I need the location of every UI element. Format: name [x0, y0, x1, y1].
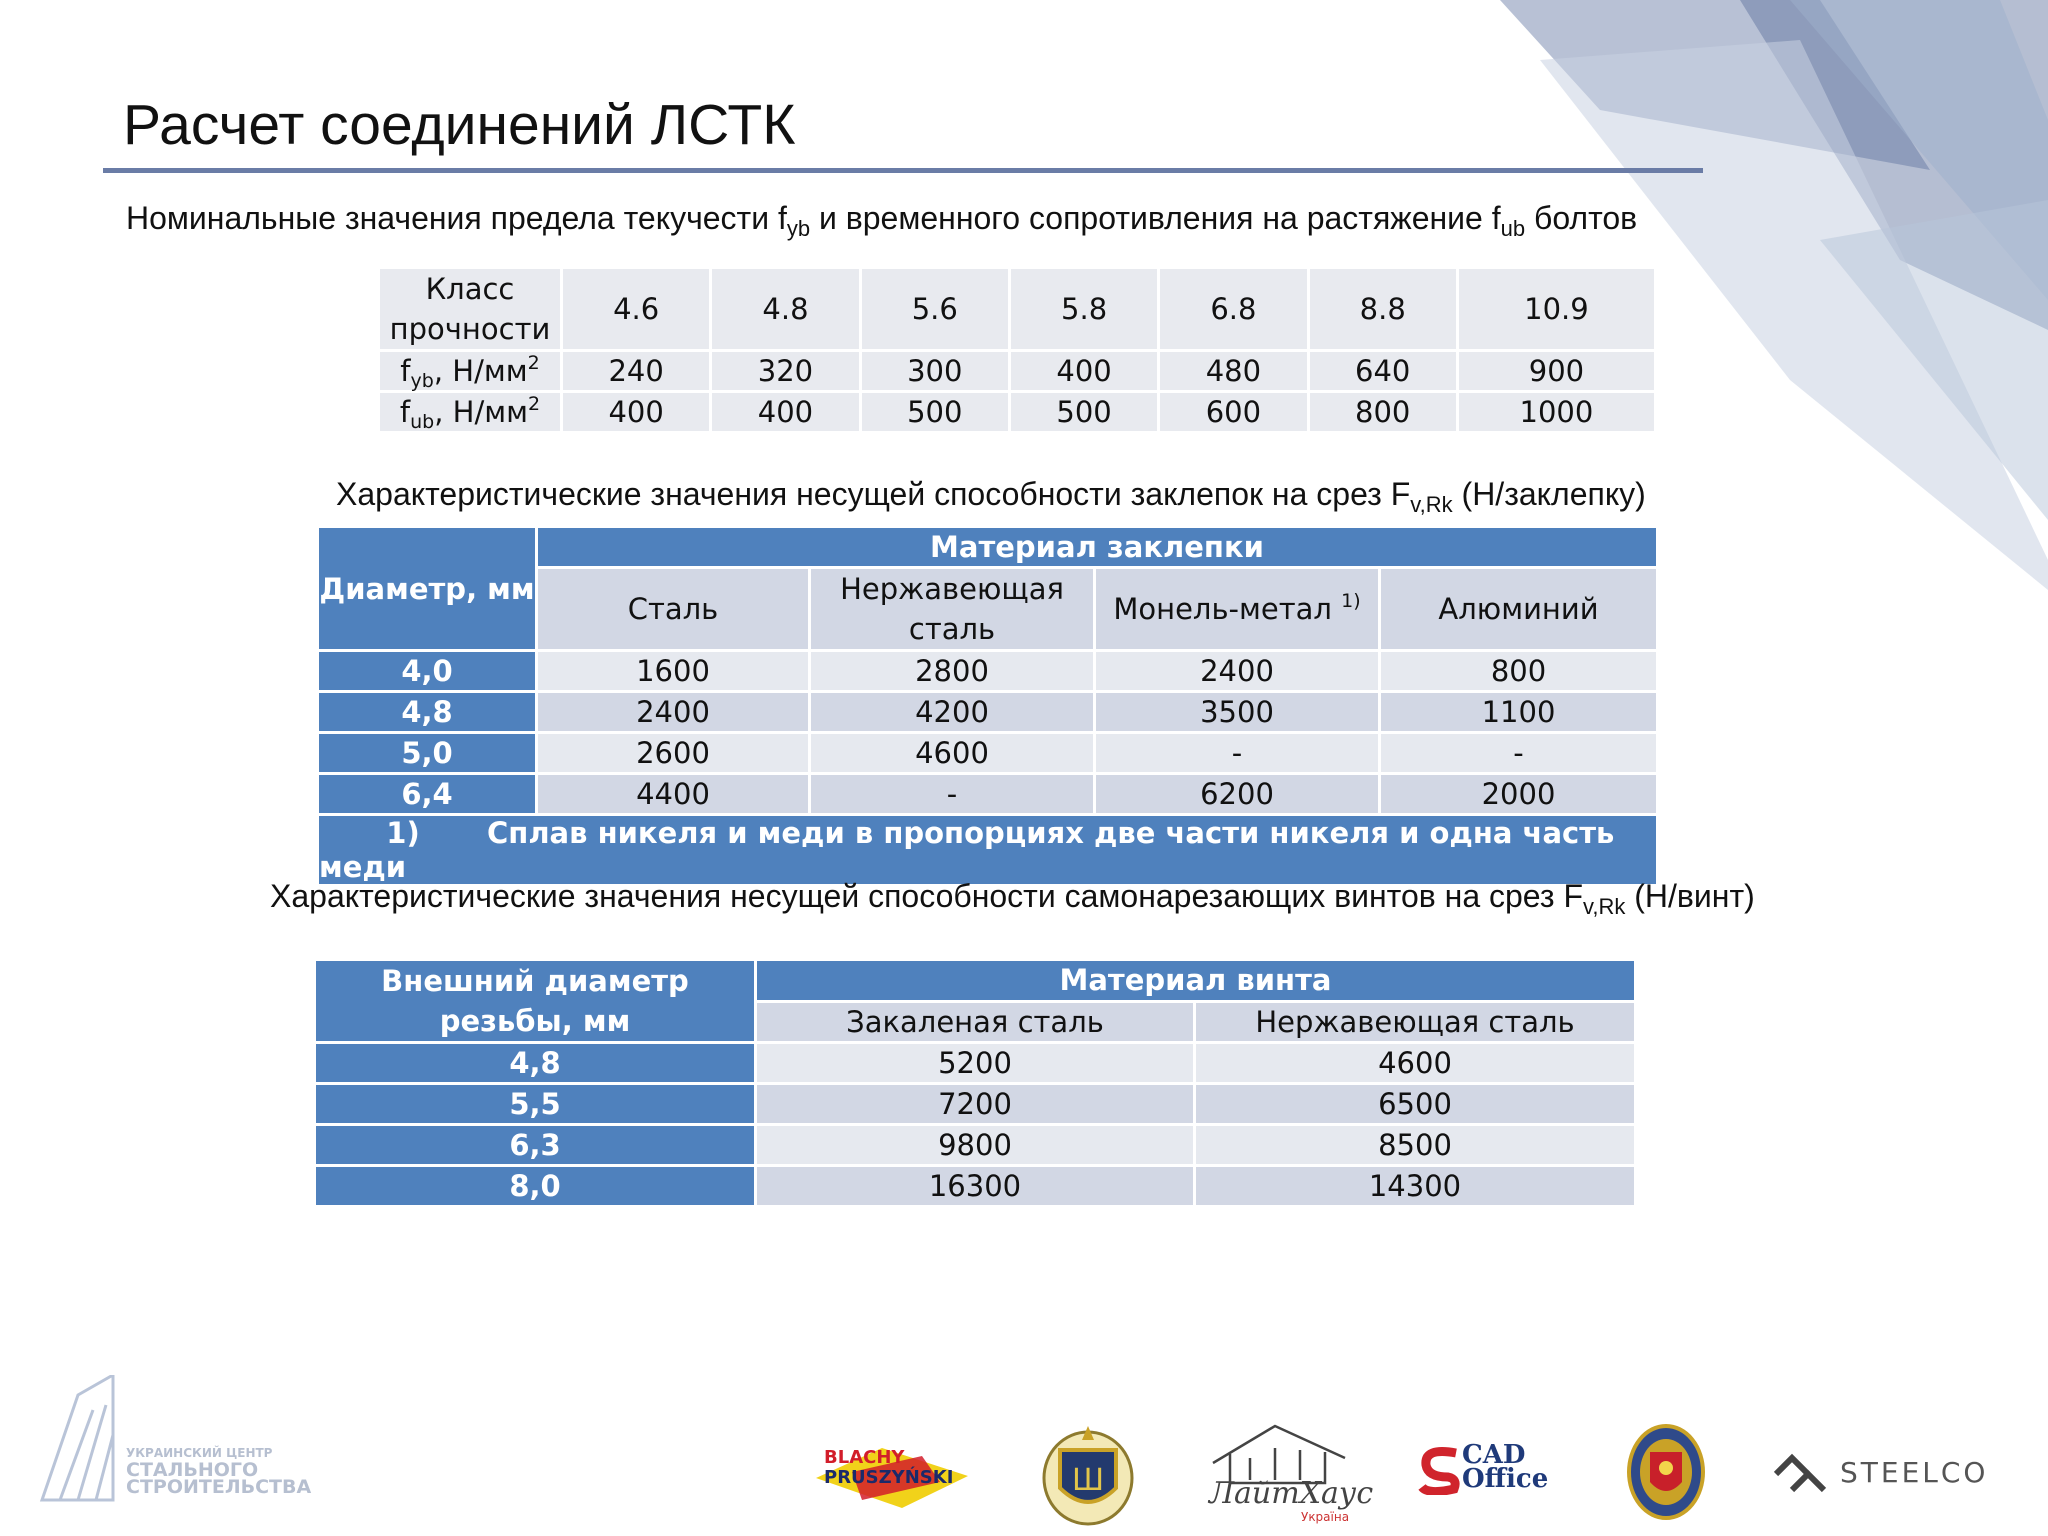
- table-header-cell: 5.8: [1011, 269, 1157, 349]
- table-cell: 800: [1310, 393, 1456, 431]
- table-header-cell: 4.6: [563, 269, 709, 349]
- table-row: [319, 775, 1656, 813]
- table-cell: -: [1096, 734, 1378, 772]
- screws-caption: Характеристические значения несущей способности самонарезающих винтов на срез $F_{v,Rk}$ (Н/винт): [270, 878, 1755, 919]
- regional-emblem-mark: [1626, 1422, 1706, 1522]
- table-cell: 2000: [1381, 775, 1656, 813]
- table-row: [319, 693, 1656, 731]
- table-row: [380, 352, 1654, 390]
- table-header-cell: 4.8: [712, 269, 858, 349]
- university-emblem-logo: [1038, 1418, 1138, 1528]
- table-cell: 8500: [1196, 1126, 1634, 1164]
- row-label: 5,0: [319, 734, 535, 772]
- cad-office-logo: [1418, 1440, 1558, 1503]
- table-cell: 6200: [1096, 775, 1378, 813]
- row-label: 4,0: [319, 652, 535, 690]
- table-row: [319, 816, 1656, 884]
- table-cell: 3500: [1096, 693, 1378, 731]
- steelco-mark: [1772, 1452, 1828, 1496]
- row-label: 4,8: [319, 693, 535, 731]
- ucss-line1: УКРАИНСКИЙ ЦЕНТР: [126, 1446, 273, 1460]
- table-cell: 400: [1011, 352, 1157, 390]
- table-cell: 800: [1381, 652, 1656, 690]
- table-header-cell: Монель-метал $^{1)}$: [1096, 569, 1378, 649]
- table-cell: 400: [563, 393, 709, 431]
- table-cell: 7200: [757, 1085, 1193, 1123]
- table-header-cell: Закаленая сталь: [757, 1003, 1193, 1042]
- table-header-cell: Класс прочности: [380, 269, 560, 349]
- steelco-text: STEELCO: [1840, 1456, 1989, 1489]
- table-cell: 1100: [1381, 693, 1656, 731]
- regional-emblem-logo: [1626, 1422, 1706, 1522]
- row-label: 6,3: [316, 1126, 754, 1164]
- cad-line2: Office: [1462, 1464, 1549, 1494]
- table-row: [319, 652, 1656, 690]
- blachy-pruszynski-logo: [812, 1438, 972, 1520]
- rivets-table: [316, 525, 1659, 887]
- emblem-mark: [1038, 1418, 1138, 1528]
- table-row: [380, 393, 1654, 431]
- table-cell: 2800: [811, 652, 1093, 690]
- table-cell: 2600: [538, 734, 808, 772]
- table-cell: -: [811, 775, 1093, 813]
- table-cell: 5200: [757, 1044, 1193, 1082]
- table-row: [316, 1126, 1634, 1164]
- table-cell: 320: [712, 352, 858, 390]
- title-divider: [103, 168, 1703, 173]
- table-cell: 16300: [757, 1167, 1193, 1205]
- table-header-cell: Нержавеющая сталь: [1196, 1003, 1634, 1042]
- cad-office-mark: [1418, 1447, 1462, 1495]
- table-cell: 600: [1160, 393, 1306, 431]
- table-header-cell: 8.8: [1310, 269, 1456, 349]
- blachy-line1: BLACHY: [824, 1447, 905, 1468]
- lait-line1: ЛайтХаус: [1209, 1476, 1374, 1511]
- row-label: 6,4: [319, 775, 535, 813]
- table-row: [316, 961, 1634, 1000]
- table-cell: 2400: [1096, 652, 1378, 690]
- table-cell: 900: [1459, 352, 1654, 390]
- row-label: 5,5: [316, 1085, 754, 1123]
- table-cell: 2400: [538, 693, 808, 731]
- table-row: [316, 1085, 1634, 1123]
- table-row: [316, 1167, 1634, 1205]
- blachy-line2: PRUSZYŃSKI: [824, 1467, 954, 1488]
- table-row: [316, 1044, 1634, 1082]
- table-header-cell: 10.9: [1459, 269, 1654, 349]
- table-row: [319, 528, 1656, 566]
- diameter-header: Диаметр, мм: [319, 528, 535, 649]
- table-cell: 4400: [538, 775, 808, 813]
- bolts-caption: Номинальные значения предела текучести $f_{yb}$ и временного сопротивления на растяжение $f_{ub}$ болтов: [126, 200, 1638, 241]
- ucss-line3: СТРОИТЕЛЬСТВА: [126, 1476, 312, 1498]
- ucss-logo: [38, 1375, 312, 1505]
- table-cell: 500: [862, 393, 1008, 431]
- rivets-caption: Характеристические значения несущей способности заклепок на срез $F_{v,Rk}$ (Н/заклепку): [336, 476, 1646, 517]
- screws-table: [313, 958, 1637, 1208]
- table-cell: 1000: [1459, 393, 1654, 431]
- material-header: Материал винта: [757, 961, 1634, 1000]
- table-cell: 640: [1310, 352, 1456, 390]
- row-label: $f_{yb}$, $Н/мм^2$: [380, 352, 560, 390]
- footnote-row: [319, 816, 1656, 884]
- material-header: Материал заклепки: [538, 528, 1656, 566]
- lait-haus-logo: [1205, 1418, 1374, 1528]
- steelco-logo: [1772, 1450, 2012, 1498]
- row-label: 4,8: [316, 1044, 754, 1082]
- ucss-line2: СТАЛЬНОГО: [126, 1459, 259, 1481]
- table-cell: 14300: [1196, 1167, 1634, 1205]
- table-cell: -: [1381, 734, 1656, 772]
- row-label: $f_{ub}$, $Н/мм^2$: [380, 393, 560, 431]
- table-cell: 4600: [811, 734, 1093, 772]
- table-cell: 4600: [1196, 1044, 1634, 1082]
- table-header-cell: Сталь: [538, 569, 808, 649]
- table-cell: 400: [712, 393, 858, 431]
- table-row: [380, 269, 1654, 349]
- cad-line1: CAD: [1462, 1440, 1526, 1470]
- footnote-text: Сплав никеля и меди в пропорциях две части никеля и одна часть меди: [319, 816, 1615, 884]
- emblem-letters: Ш: [1071, 1463, 1105, 1498]
- table-row: [319, 734, 1656, 772]
- table-cell: 480: [1160, 352, 1306, 390]
- lait-line2: Україна: [1301, 1510, 1350, 1524]
- table-cell: 9800: [757, 1126, 1193, 1164]
- table-cell: 500: [1011, 393, 1157, 431]
- footnote-mark: 1): [386, 816, 420, 850]
- diameter-header: Внешний диаметр резьбы, мм: [316, 961, 754, 1041]
- page-title: Расчет соединений ЛСТК: [123, 93, 796, 157]
- table-header-cell: 5.6: [862, 269, 1008, 349]
- row-label: 8,0: [316, 1167, 754, 1205]
- table-cell: 240: [563, 352, 709, 390]
- table-header-cell: 6.8: [1160, 269, 1306, 349]
- table-cell: 4200: [811, 693, 1093, 731]
- table-cell: 6500: [1196, 1085, 1634, 1123]
- table-cell: 1600: [538, 652, 808, 690]
- table-header-cell: Алюминий: [1381, 569, 1656, 649]
- bolts-table: [377, 266, 1657, 434]
- table-cell: 300: [862, 352, 1008, 390]
- table-header-cell: Нержавеющая сталь: [811, 569, 1093, 649]
